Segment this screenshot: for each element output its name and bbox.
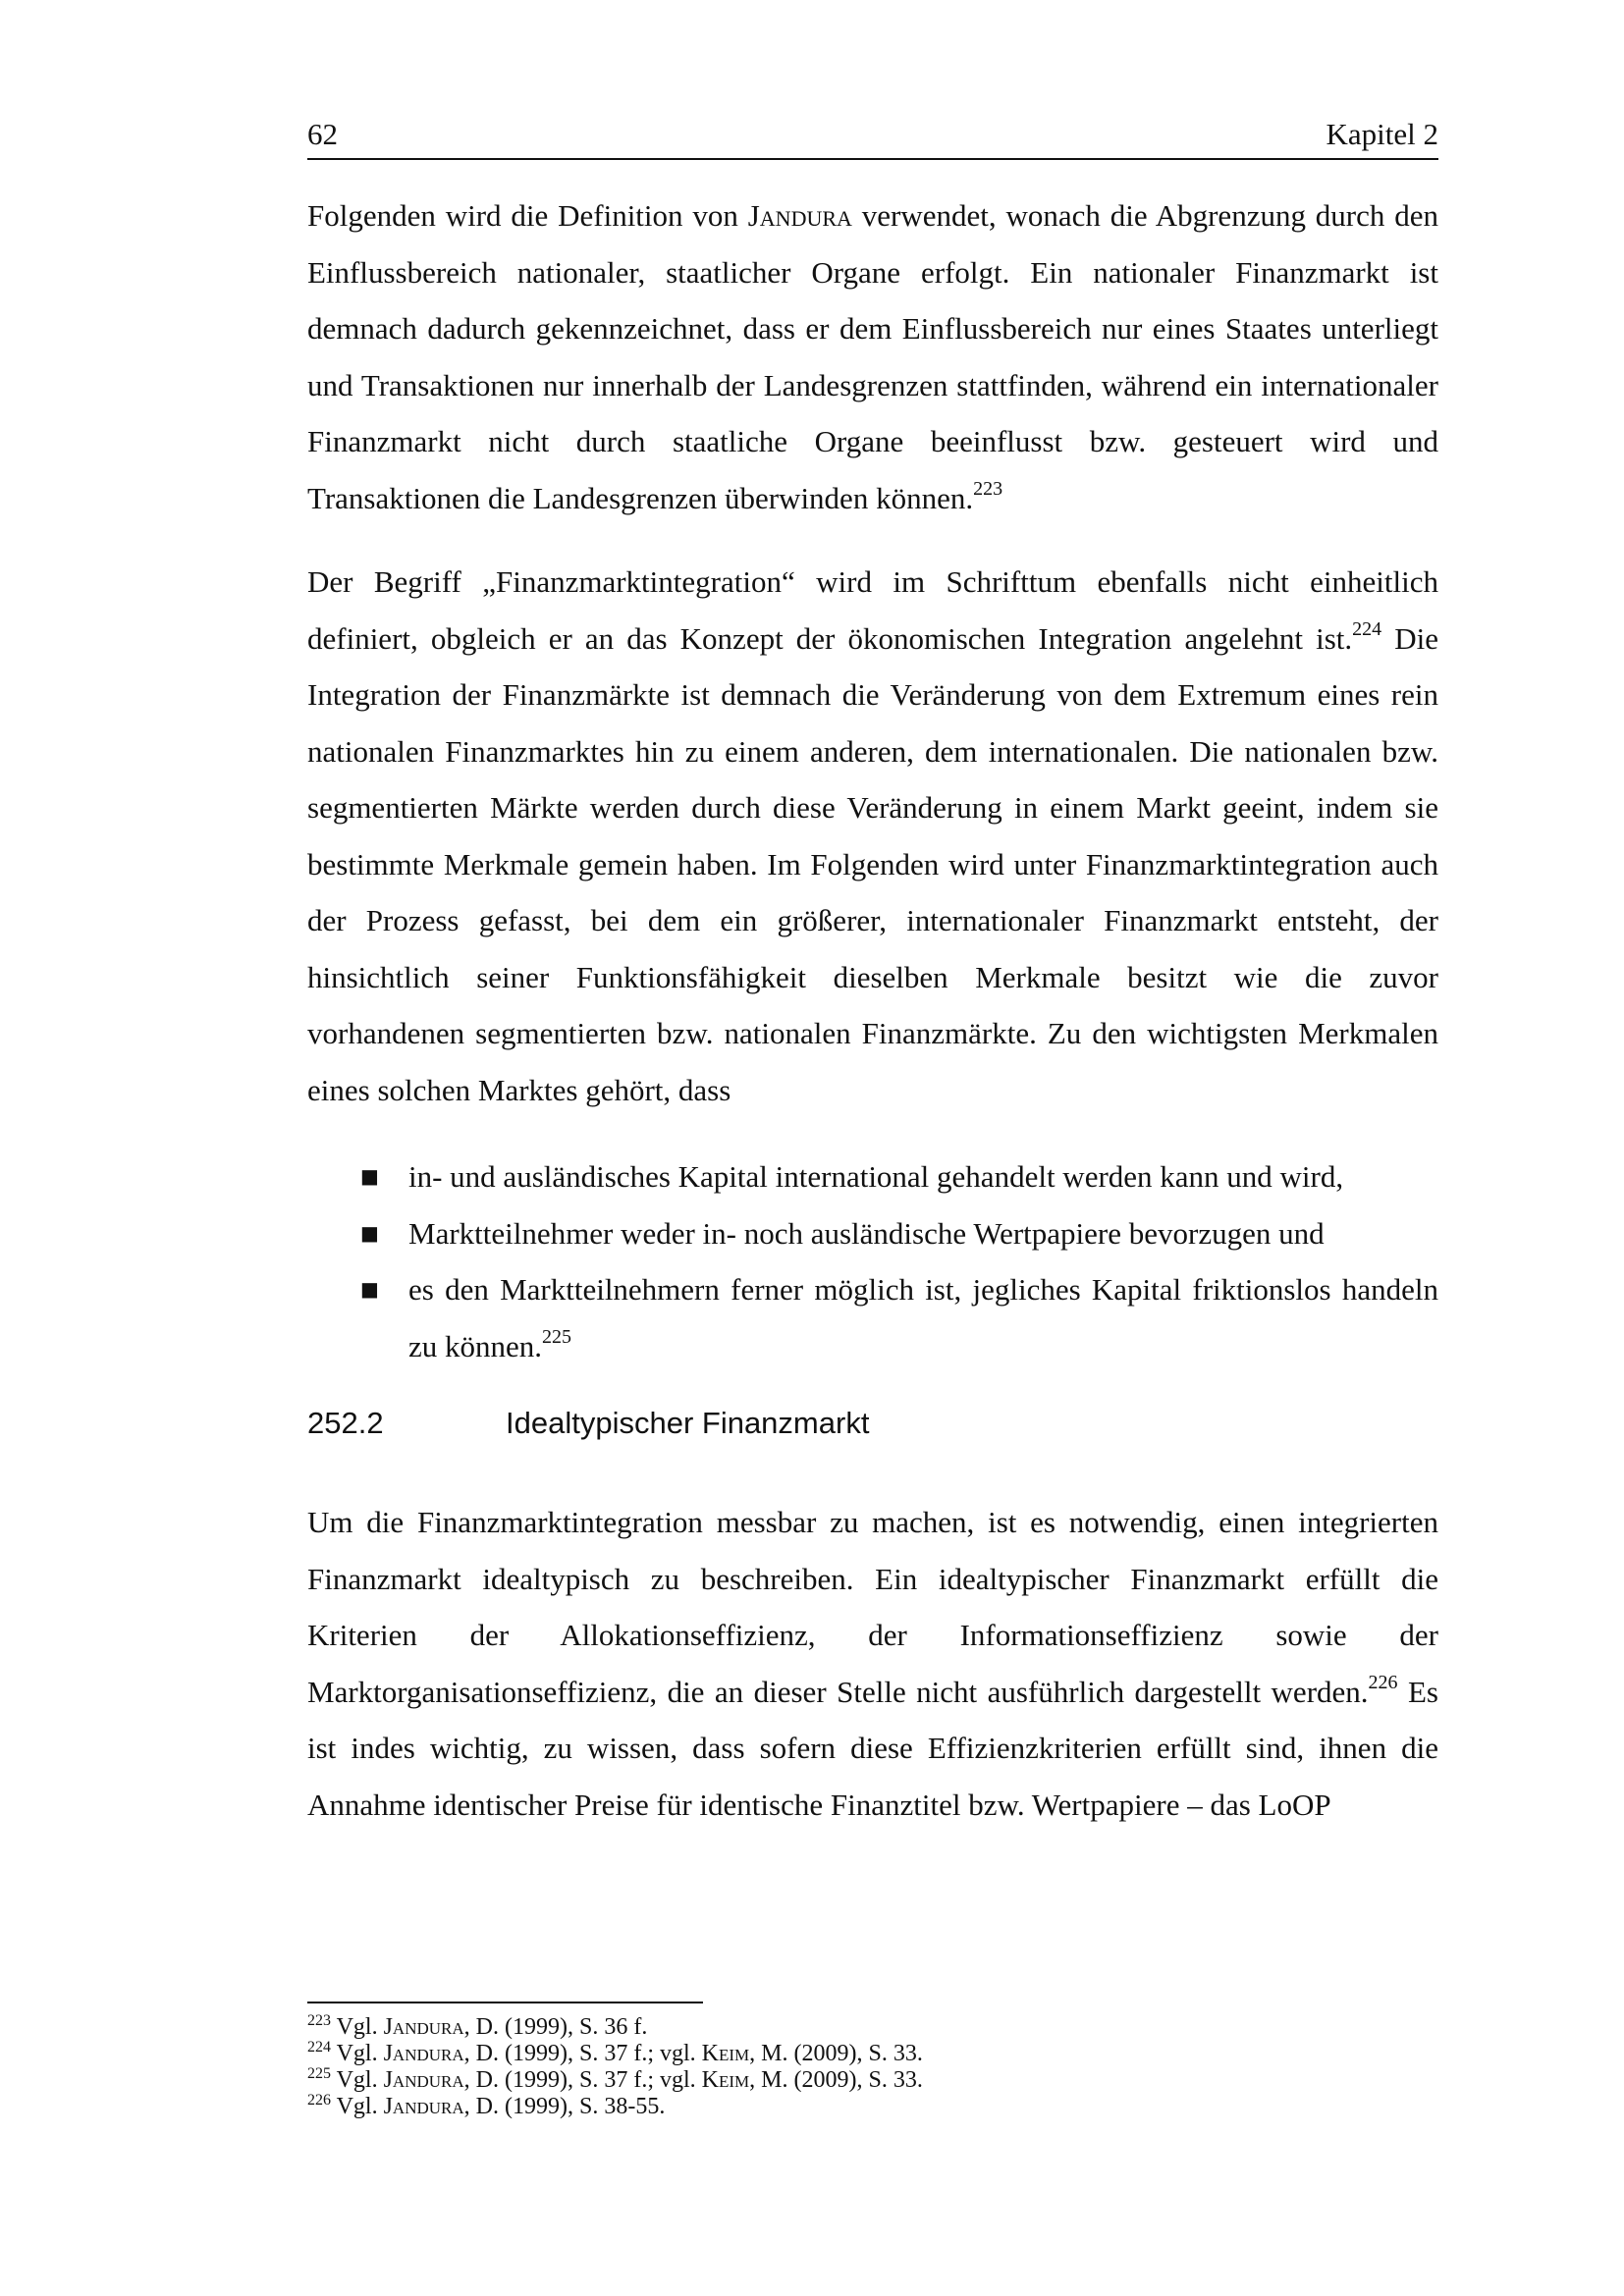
list-item: [307, 1148, 1438, 1205]
footnote-text: , D. (1999), S. 37 f.; vgl.: [463, 2067, 702, 2093]
paragraph-text: Der Begriff „Finanzmarktintegration“ wird im Schrifttum ebenfalls nicht einheitlich definiert, obgleich er an das Konzept der ökonomischen Integration angelehnt ist.: [307, 564, 1438, 656]
list-item-text: es den Marktteilnehmern ferner möglich ist, jegliches Kapital friktionslos handeln zu können.: [408, 1272, 1438, 1363]
criteria-list: [307, 1148, 1438, 1374]
paragraph-jandura-definition: [307, 187, 1438, 526]
footnote-225: [307, 2067, 1438, 2094]
running-header: [307, 115, 1438, 160]
paragraph-finanzmarktintegration: [307, 554, 1438, 1118]
square-bullet-icon: ■: [360, 1277, 379, 1301]
section-title: Idealtypischer Finanzmarkt: [506, 1406, 870, 1440]
footnote-number: 223: [307, 2012, 331, 2029]
footnote-223: [307, 2014, 1438, 2041]
footnote-number: 226: [307, 2092, 331, 2109]
footnote-text: , M. (2009), S. 33.: [749, 2067, 923, 2093]
author-name: Jandura: [383, 2094, 464, 2119]
list-item: [307, 1205, 1438, 1262]
list-item: [307, 1261, 1438, 1374]
footnote-226: [307, 2094, 1438, 2120]
square-bullet-icon: ■: [360, 1164, 379, 1188]
footnote-ref-225[interactable]: 225: [542, 1325, 572, 1348]
author-name: Keim: [701, 2067, 750, 2093]
square-bullet-icon: ■: [360, 1220, 379, 1245]
author-name: Jandura: [383, 2014, 464, 2040]
section-number: 252.2: [307, 1406, 384, 1440]
author-name: Jandura: [383, 2067, 464, 2093]
author-name: Jandura: [747, 198, 852, 233]
section-heading: [307, 1402, 1438, 1445]
page-number: 62: [307, 117, 338, 151]
footnote-text: Vgl.: [336, 2014, 384, 2040]
paragraph-idealtypischer-finanzmarkt: [307, 1494, 1438, 1833]
author-name: Jandura: [383, 2041, 464, 2066]
footnote-text: , D. (1999), S. 37 f.; vgl.: [463, 2041, 702, 2066]
footnote-ref-224[interactable]: 224: [1352, 617, 1382, 640]
paragraph-text: verwendet, wonach die Abgrenzung durch den Einflussbereich nationaler, staatlicher Organe erfolgt. Ein nationaler Finanzmarkt ist demnach dadurch gekennzeichnet, dass er dem Einflussbereich nur eines Staates unterliegt und Transaktionen nur innerhalb der Landesgrenzen stattfinden, während ein internationaler Finanzmarkt nicht durch staatliche Organe beeinflusst bzw. gesteuert wird und Transaktionen die Landesgrenzen überwinden können.: [307, 198, 1438, 515]
footnote-text: Vgl.: [336, 2041, 384, 2066]
footnotes: [307, 2014, 1438, 2120]
author-name: Keim: [701, 2041, 750, 2066]
paragraph-text: Es ist indes wichtig, zu wissen, dass sofern diese Effizienzkriterien erfüllt sind, ihnen die Annahme identischer Preise für identische Finanztitel bzw. Wertpapiere – das LoOP: [307, 1674, 1438, 1822]
chapter-title: Kapitel 2: [1326, 117, 1438, 151]
footnote-text: Vgl.: [336, 2094, 384, 2119]
list-item-text: Marktteilnehmer weder in- noch ausländische Wertpapiere bevorzugen und: [408, 1215, 1325, 1251]
footnote-number: 225: [307, 2065, 331, 2082]
paragraph-text: Folgenden wird die Definition von: [307, 198, 748, 233]
list-item-text: in- und ausländisches Kapital international gehandelt werden kann und wird,: [408, 1159, 1344, 1194]
footnote-ref-226[interactable]: 226: [1368, 1671, 1398, 1693]
footnote-text: , D. (1999), S. 36 f.: [463, 2014, 648, 2040]
footnote-text: Vgl.: [336, 2067, 384, 2093]
footnote-224: [307, 2041, 1438, 2067]
paragraph-text: Um die Finanzmarktintegration messbar zu machen, ist es notwendig, einen integrierten Finanzmarkt idealtypisch zu beschreiben. Ein idealtypischer Finanzmarkt erfüllt die Kriterien der Allokationseffizienz, der Informationseffizienz sowie der Marktorganisationseffizienz, die an dieser Stelle nicht ausführlich dargestellt werden.: [307, 1505, 1438, 1709]
footnote-number: 224: [307, 2039, 331, 2056]
footnote-ref-223[interactable]: 223: [973, 477, 1003, 500]
footnote-separator: [307, 2002, 703, 2003]
footnote-text: , M. (2009), S. 33.: [749, 2041, 923, 2066]
footnote-text: , D. (1999), S. 38-55.: [463, 2094, 666, 2119]
paragraph-text: Die Integration der Finanzmärkte ist demnach die Veränderung von dem Extremum eines rein nationalen Finanzmarktes hin zu einem anderen, dem internationalen. Die nationalen bzw. segmentierten Märkte werden durch diese Veränderung in einem Markt geeint, indem sie bestimmte Merkmale gemein haben. Im Folgenden wird unter Finanzmarktintegration auch der Prozess gefasst, bei dem ein größerer, internationaler Finanzmarkt entsteht, der hinsichtlich seiner Funktionsfähigkeit dieselben Merkmale besitzt wie die zuvor vorhandenen segmentierten bzw. nationalen Finanzmärkte. Zu den wichtigsten Merkmalen eines solchen Marktes gehört, dass: [307, 620, 1439, 1107]
